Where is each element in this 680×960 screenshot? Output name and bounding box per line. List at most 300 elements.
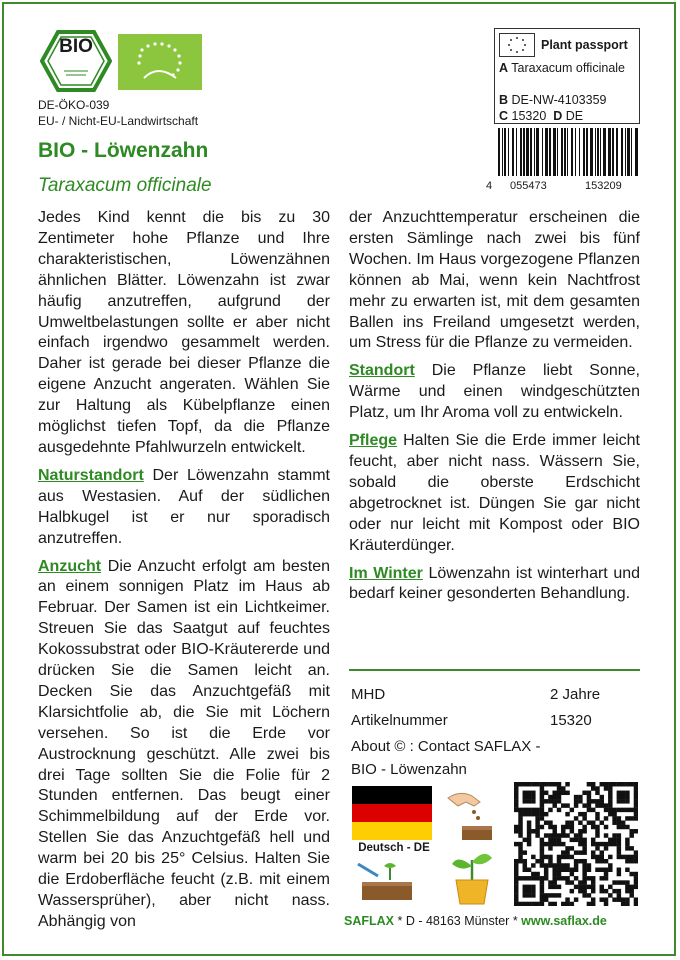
qr-module	[634, 803, 638, 807]
qr-module	[634, 880, 638, 884]
qr-module	[608, 812, 612, 816]
pflege-heading: Pflege	[349, 432, 398, 450]
qr-module	[523, 902, 527, 906]
qr-module	[514, 791, 518, 795]
qr-module	[535, 816, 539, 820]
anzucht-continued: der Anzuchttemperatur erscheinen die ersten Sämlinge nach zwei bis fünf Wochen. Im Haus vorgezogene Pflanzen können ab Mai, wenn kein Nachtfrost mehr zu erwarten ist, mit dem gesamten Ballen ins Freiland umgesetzt werden, um Stress für die Pflanze zu vermeiden.	[349, 209, 640, 352]
qr-module	[621, 855, 625, 859]
qr-module	[552, 872, 556, 876]
qr-module	[634, 897, 638, 901]
qr-module	[578, 842, 582, 846]
qr-module	[574, 803, 578, 807]
qr-module	[518, 808, 522, 812]
barcode-bar	[542, 128, 543, 176]
qr-module	[591, 799, 595, 803]
qr-module	[591, 842, 595, 846]
qr-module	[595, 799, 599, 803]
qr-module	[591, 885, 595, 889]
barcode-bar	[512, 128, 514, 176]
qr-module	[561, 876, 565, 880]
qr-module	[634, 872, 638, 876]
qr-module	[565, 868, 569, 872]
qr-module	[608, 782, 612, 786]
qr-module	[570, 872, 574, 876]
footer-website[interactable]: www.saflax.de	[521, 914, 607, 928]
qr-module	[578, 838, 582, 842]
barcode-bar	[557, 128, 558, 176]
qr-module	[617, 889, 621, 893]
qr-module	[582, 803, 586, 807]
qr-module	[527, 829, 531, 833]
qr-module	[591, 838, 595, 842]
barcode-bar	[600, 128, 601, 176]
qr-module	[565, 850, 569, 854]
qr-module	[634, 885, 638, 889]
qr-module	[587, 863, 591, 867]
qr-module	[557, 876, 561, 880]
qr-module	[527, 812, 531, 816]
barcode-bar	[625, 128, 626, 176]
qr-module	[595, 859, 599, 863]
qr-module	[629, 816, 633, 820]
qr-module	[625, 880, 629, 884]
qr-module	[612, 889, 616, 893]
barcode-digits-right: 153209	[585, 180, 622, 192]
qr-module	[514, 876, 518, 880]
qr-module	[544, 897, 548, 901]
qr-module	[582, 812, 586, 816]
qr-module	[595, 846, 599, 850]
qr-module	[518, 833, 522, 837]
qr-module	[629, 859, 633, 863]
qr-module	[595, 855, 599, 859]
qr-module	[582, 885, 586, 889]
qr-module	[527, 876, 531, 880]
footer-address: * D - 48163 Münster *	[397, 914, 518, 928]
qr-module	[518, 812, 522, 816]
qr-module	[552, 902, 556, 906]
barcode-bar	[635, 128, 638, 176]
qr-module	[552, 795, 556, 799]
qr-module	[625, 791, 629, 795]
qr-module	[527, 808, 531, 812]
qr-module	[518, 850, 522, 854]
qr-module	[548, 842, 552, 846]
qr-module	[531, 829, 535, 833]
qr-module	[634, 795, 638, 799]
qr-module	[523, 863, 527, 867]
passport-a-label: A	[499, 61, 509, 75]
qr-module	[514, 842, 518, 846]
qr-module	[561, 855, 565, 859]
qr-module	[617, 791, 621, 795]
qr-module	[552, 868, 556, 872]
qr-module	[570, 880, 574, 884]
qr-module	[574, 838, 578, 842]
qr-module	[587, 791, 591, 795]
qr-module	[625, 846, 629, 850]
qr-module	[540, 825, 544, 829]
qr-module	[565, 846, 569, 850]
qr-module	[540, 812, 544, 816]
product-botanical-name: Taraxacum officinale	[38, 175, 212, 196]
qr-module	[604, 782, 608, 786]
qr-module	[518, 855, 522, 859]
qr-module	[621, 791, 625, 795]
qr-module	[578, 829, 582, 833]
qr-module	[531, 799, 535, 803]
qr-module	[574, 876, 578, 880]
qr-module	[552, 880, 556, 884]
barcode-bar	[627, 128, 630, 176]
qr-module	[625, 799, 629, 803]
qr-module	[540, 859, 544, 863]
qr-module	[565, 825, 569, 829]
qr-module	[582, 816, 586, 820]
qr-module	[552, 803, 556, 807]
barcode-bar	[571, 128, 573, 176]
qr-module	[612, 808, 616, 812]
qr-module	[523, 791, 527, 795]
qr-module	[548, 902, 552, 906]
qr-module	[552, 838, 556, 842]
qr-module	[595, 842, 599, 846]
qr-module	[523, 838, 527, 842]
barcode-bar	[608, 128, 611, 176]
barcode-bar	[564, 128, 566, 176]
qr-module	[514, 799, 518, 803]
qr-module	[565, 833, 569, 837]
qr-module	[595, 816, 599, 820]
qr-module	[600, 782, 604, 786]
qr-module	[617, 799, 621, 803]
qr-module	[535, 820, 539, 824]
qr-module	[540, 803, 544, 807]
qr-module	[535, 833, 539, 837]
qr-module	[527, 893, 531, 897]
qr-module	[574, 816, 578, 820]
qr-module	[617, 850, 621, 854]
qr-module	[595, 803, 599, 807]
qr-module	[591, 825, 595, 829]
plant-passport-box	[494, 28, 640, 124]
qr-module	[523, 859, 527, 863]
qr-module	[629, 808, 633, 812]
eu-agriculture-text: EU- / Nicht-EU-Landwirtschaft	[38, 114, 199, 128]
qr-module	[604, 786, 608, 790]
qr-module	[591, 902, 595, 906]
qr-module	[552, 893, 556, 897]
qr-module	[595, 868, 599, 872]
qr-module	[548, 863, 552, 867]
qr-module	[518, 825, 522, 829]
product-name-small: BIO - Löwenzahn	[351, 761, 467, 778]
qr-module	[604, 846, 608, 850]
qr-module	[587, 902, 591, 906]
qr-module	[608, 885, 612, 889]
qr-module	[600, 842, 604, 846]
qr-module	[514, 897, 518, 901]
qr-module	[557, 863, 561, 867]
qr-module	[608, 791, 612, 795]
qr-module	[540, 786, 544, 790]
qr-module	[574, 863, 578, 867]
qr-module	[617, 825, 621, 829]
qr-module	[527, 838, 531, 842]
qr-module	[540, 791, 544, 795]
qr-module	[514, 868, 518, 872]
qr-module	[574, 795, 578, 799]
qr-module	[527, 885, 531, 889]
qr-module	[608, 863, 612, 867]
naturstandort-text: Der Löwenzahn stammt aus Westasien. Auf der südlichen Halbkugel ist er nur sporadisch anzutreffen.	[38, 466, 330, 547]
qr-module	[523, 812, 527, 816]
qr-module	[625, 838, 629, 842]
qr-module	[531, 876, 535, 880]
qr-module	[561, 786, 565, 790]
qr-module	[625, 859, 629, 863]
qr-module	[548, 885, 552, 889]
qr-module	[565, 880, 569, 884]
qr-module	[587, 893, 591, 897]
qr-module	[604, 833, 608, 837]
qr-module	[570, 902, 574, 906]
anzucht-paragraph	[38, 557, 330, 933]
qr-module	[634, 855, 638, 859]
qr-module	[604, 842, 608, 846]
qr-module	[557, 795, 561, 799]
qr-module	[582, 829, 586, 833]
qr-module	[540, 816, 544, 820]
qr-module	[621, 808, 625, 812]
qr-module	[570, 820, 574, 824]
qr-module	[600, 850, 604, 854]
qr-module	[540, 838, 544, 842]
qr-module	[582, 859, 586, 863]
qr-module	[514, 786, 518, 790]
pflege-text: Halten Sie die Erde immer leicht feucht, aber nicht nass. Wässern Sie, sobald die oberste Erdschicht abgetrocknet ist. Düngen Sie gar nicht oder nur leicht mit Kompost oder BIO Kräuterdünger.	[349, 432, 640, 554]
qr-module	[518, 876, 522, 880]
qr-module	[557, 791, 561, 795]
qr-module	[604, 816, 608, 820]
qr-module	[582, 838, 586, 842]
qr-module	[552, 863, 556, 867]
qr-module	[557, 833, 561, 837]
passport-c-value: 15320	[511, 109, 547, 123]
qr-module	[552, 799, 556, 803]
qr-module	[570, 846, 574, 850]
qr-module	[523, 782, 527, 786]
qr-module	[574, 833, 578, 837]
qr-module	[540, 855, 544, 859]
qr-module	[548, 808, 552, 812]
qr-module	[570, 825, 574, 829]
qr-module	[540, 782, 544, 786]
qr-module	[514, 880, 518, 884]
qr-module	[629, 872, 633, 876]
qr-module	[617, 808, 621, 812]
qr-module	[634, 829, 638, 833]
qr-module	[608, 842, 612, 846]
qr-module	[523, 850, 527, 854]
qr-code[interactable]	[514, 782, 638, 906]
qr-module	[561, 868, 565, 872]
qr-module	[582, 872, 586, 876]
qr-module	[634, 902, 638, 906]
qr-module	[531, 893, 535, 897]
qr-module	[552, 791, 556, 795]
qr-module	[617, 855, 621, 859]
qr-module	[548, 825, 552, 829]
barcode-bar	[603, 128, 606, 176]
qr-module	[561, 842, 565, 846]
barcode-bar	[520, 128, 522, 176]
qr-module	[570, 868, 574, 872]
barcode-bar	[616, 128, 618, 176]
qr-module	[514, 889, 518, 893]
qr-module	[531, 902, 535, 906]
qr-module	[578, 795, 582, 799]
qr-module	[523, 885, 527, 889]
qr-module	[531, 791, 535, 795]
qr-module	[523, 868, 527, 872]
qr-module	[570, 889, 574, 893]
qr-module	[514, 829, 518, 833]
barcode-bar	[526, 128, 529, 176]
qr-module	[634, 816, 638, 820]
barcode-bar	[561, 128, 563, 176]
qr-module	[527, 825, 531, 829]
qr-module	[548, 880, 552, 884]
qr-module	[514, 885, 518, 889]
qr-module	[544, 782, 548, 786]
barcode-digits-left: 055473	[510, 180, 547, 192]
qr-module	[548, 820, 552, 824]
qr-module	[578, 885, 582, 889]
qr-module	[540, 876, 544, 880]
qr-module	[617, 838, 621, 842]
standort-text: Die Pflanze liebt Sonne, Wärme und einen windgeschützten Platz, um Ihr Aroma voll zu entwickeln.	[349, 362, 640, 422]
qr-module	[514, 902, 518, 906]
qr-module	[514, 859, 518, 863]
qr-module	[544, 893, 548, 897]
qr-module	[527, 902, 531, 906]
qr-module	[578, 880, 582, 884]
qr-module	[617, 868, 621, 872]
eco-control-code: DE-ÖKO-039	[38, 98, 110, 112]
qr-module	[540, 897, 544, 901]
barcode-bar	[590, 128, 593, 176]
qr-module	[531, 889, 535, 893]
qr-module	[617, 820, 621, 824]
qr-module	[617, 872, 621, 876]
qr-module	[617, 880, 621, 884]
qr-module	[557, 872, 561, 876]
qr-module	[544, 876, 548, 880]
qr-module	[540, 889, 544, 893]
qr-module	[552, 876, 556, 880]
qr-module	[523, 876, 527, 880]
qr-module	[612, 897, 616, 901]
qr-module	[518, 902, 522, 906]
qr-module	[535, 859, 539, 863]
qr-module	[582, 868, 586, 872]
qr-module	[591, 897, 595, 901]
article-number-label: Artikelnummer	[351, 712, 448, 729]
barcode-bar	[583, 128, 585, 176]
qr-module	[531, 812, 535, 816]
qr-module	[527, 833, 531, 837]
qr-module	[561, 863, 565, 867]
qr-module	[557, 893, 561, 897]
qr-module	[514, 808, 518, 812]
qr-module	[531, 863, 535, 867]
qr-module	[540, 846, 544, 850]
qr-module	[587, 799, 591, 803]
qr-module	[578, 799, 582, 803]
potted-seedling-icon	[444, 846, 500, 908]
qr-module	[625, 868, 629, 872]
qr-module	[600, 889, 604, 893]
qr-module	[582, 846, 586, 850]
passport-d-value: DE	[565, 109, 584, 123]
qr-module	[570, 808, 574, 812]
qr-module	[535, 876, 539, 880]
qr-module	[535, 825, 539, 829]
qr-module	[617, 846, 621, 850]
qr-module	[608, 868, 612, 872]
qr-module	[634, 791, 638, 795]
passport-heading: Plant passport	[541, 38, 628, 52]
qr-module	[600, 820, 604, 824]
about-contact: About © : Contact SAFLAX -	[351, 738, 541, 755]
qr-module	[582, 825, 586, 829]
qr-module	[578, 889, 582, 893]
anzucht-heading: Anzucht	[38, 557, 102, 575]
passport-b-label: B	[499, 93, 509, 107]
qr-module	[548, 855, 552, 859]
qr-module	[608, 795, 612, 799]
qr-module	[625, 842, 629, 846]
anzucht-text: Die Anzucht erfolgt am besten an einem sonnigen Platz im Haus ab Februar. Der Samen ist ein Lichtkeimer. Streuen Sie das Saatgut auf feuchtes Kokossubstrat oder BIO-Kräutererde und drücken Sie die Samen leicht an. Decken Sie das Anzuchtgefäß mit Klarsichtfolie ab, die Sie mit Löchern versehen. So ist die Erde vor Austrocknung geschützt. Alle zwei bis drei Tage sollten Sie die Folie für 2 Stunden entfernen. Das beugt einer Schimmelbildung auf der Erde vor. Stellen Sie das Anzuchtgefäß hell und warm bei 20 bis 25° Celsius. Halten Sie die Erdoberfläche feucht (z.B. mit einem Wassersprüher), aber nicht nass. Abhängig von	[38, 557, 331, 930]
eu-flag-icon	[499, 33, 535, 57]
qr-module	[617, 816, 621, 820]
qr-module	[540, 885, 544, 889]
barcode	[496, 128, 640, 178]
qr-module	[634, 799, 638, 803]
qr-module	[587, 803, 591, 807]
qr-module	[582, 842, 586, 846]
barcode-bar	[567, 128, 568, 176]
qr-module	[600, 855, 604, 859]
qr-module	[608, 786, 612, 790]
qr-module	[548, 838, 552, 842]
qr-module	[608, 855, 612, 859]
qr-module	[557, 808, 561, 812]
qr-module	[591, 850, 595, 854]
qr-module	[544, 863, 548, 867]
qr-module	[625, 902, 629, 906]
qr-module	[535, 902, 539, 906]
qr-module	[578, 859, 582, 863]
qr-module	[552, 782, 556, 786]
qr-module	[621, 820, 625, 824]
barcode-bar	[621, 128, 623, 176]
qr-module	[582, 863, 586, 867]
qr-module	[540, 902, 544, 906]
qr-module	[625, 825, 629, 829]
barcode-bar	[553, 128, 556, 176]
